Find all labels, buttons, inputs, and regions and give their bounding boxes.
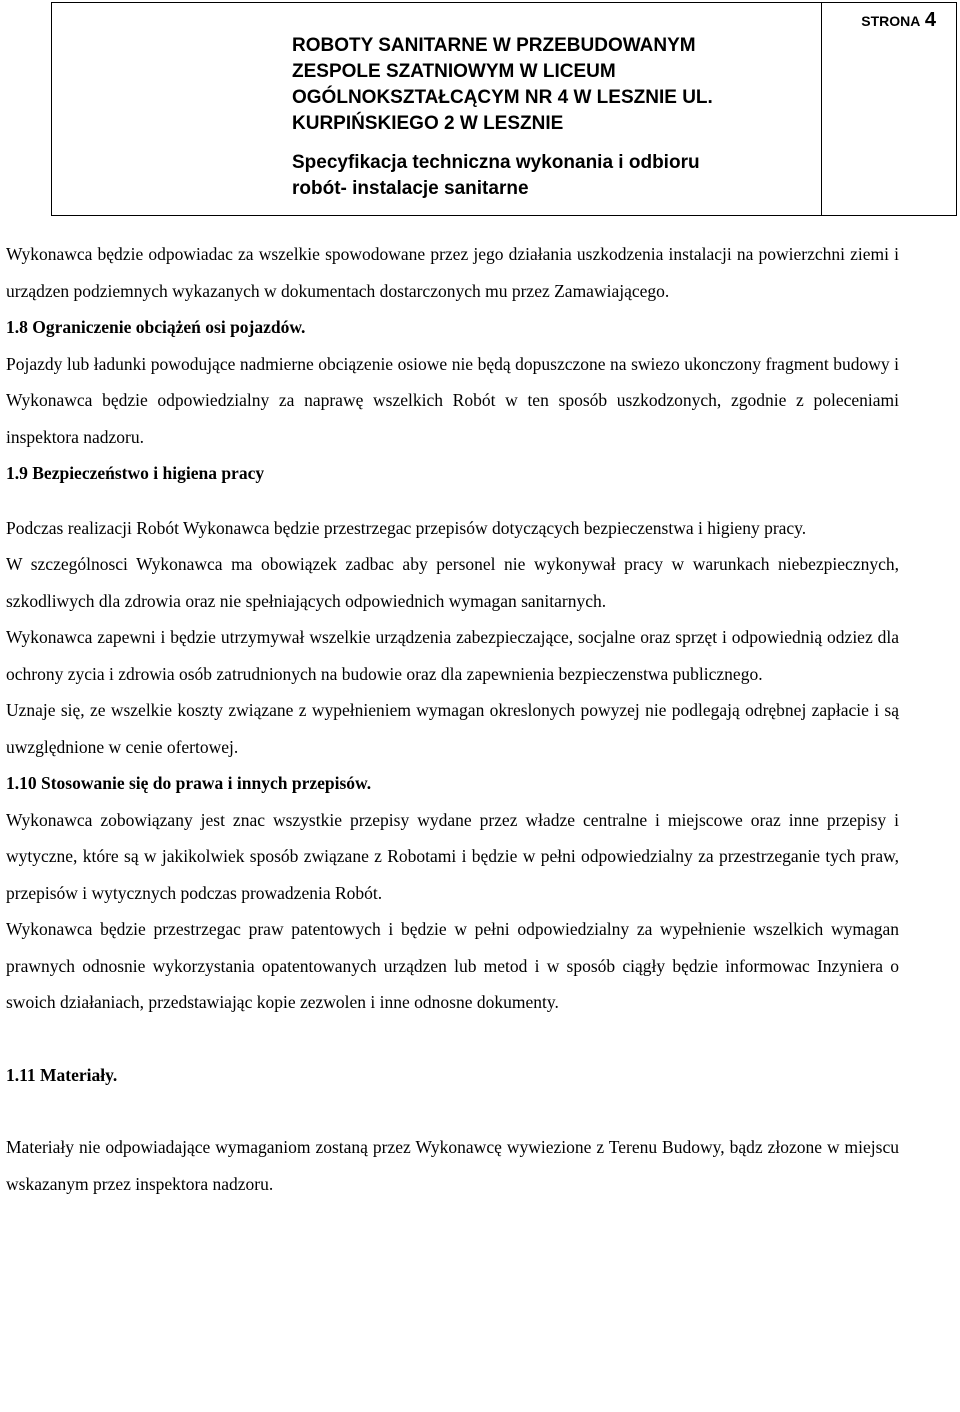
header-title-cell bbox=[52, 3, 822, 215]
paragraph-1-9-a: Podczas realizacji Robót Wykonawca będzie przestrzegac przepisów dotyczących bezpieczenstwa i higieny pracy. bbox=[6, 517, 807, 538]
section-heading-1-8: 1.8 Ograniczenie obciążeń osi pojazdów. bbox=[6, 317, 306, 337]
document-subtitle bbox=[292, 150, 812, 202]
page-label: STRONA bbox=[861, 13, 921, 29]
title-line: ZESPOLE SZATNIOWYM W LICEUM bbox=[292, 61, 616, 82]
title-line: ROBOTY SANITARNE W PRZEBUDOWANYM bbox=[292, 35, 696, 56]
paragraph-intro: Wykonawca będzie odpowiadac za wszelkie spowodowane przez jego działania uszkodzenia instalacji na powierzchni ziemi i urządzen podziemnych wykazanych w dokumentach dostarczonych mu przez Zamawiającego. bbox=[6, 244, 899, 301]
section-heading-1-11: 1.11 Materiały. bbox=[6, 1064, 118, 1085]
paragraph-1-10-a: Wykonawca zobowiązany jest znac wszystkie przepisy wydane przez władze centralne i miejscowe oraz inne przepisy i wytyczne, które są w jakikolwiek sposób związane z Robotami i będzie w pełni odpowiedzialny za przestrzeganie tych praw, przepisów i wytycznych podczas prowadzenia Robót. bbox=[6, 809, 899, 903]
paragraph-1-9-b: W szczególnosci Wykonawca ma obowiązek zadbac aby personel nie wykonywał pracy w warunkach niebezpiecznych, szkodliwych dla zdrowia oraz nie spełniających odpowiednich wymagan sanitarnych. bbox=[6, 554, 899, 611]
document-title bbox=[292, 33, 812, 137]
paragraph-1-8: Pojazdy lub ładunki powodujące nadmierne obciązenie osiowe nie będą dopuszczone na swiezo ukonczony fragment budowy i Wykonawca będzie odpowiedzialny za naprawę wszelkich Robót w ten sposób uszkodzonych, zgodnie z poleceniami inspektora nadzoru. bbox=[6, 353, 899, 447]
paragraph-1-9-c: Wykonawca zapewni i będzie utrzymywał wszelkie urządzenia zabezpieczające, socjalne oraz sprzęt i odpowiednią odziez dla ochrony zycia i zdrowia osób zatrudnionych na budowie oraz dla zapewnienia bezpieczenstwa publicznego. bbox=[6, 627, 899, 684]
spacer bbox=[6, 1021, 899, 1057]
subtitle-line: Specyfikacja techniczna wykonania i odbioru bbox=[292, 152, 700, 173]
document-header bbox=[51, 2, 957, 216]
title-line: KURPIŃSKIEGO 2 W LESZNIE bbox=[292, 113, 564, 134]
spacer bbox=[6, 1093, 899, 1129]
paragraph-1-9-d: Uznaje się, ze wszelkie koszty związane z wypełnieniem wymagan okreslonych powyzej nie podlegają odrębnej zapłacie i są uwzględnione w cenie ofertowej. bbox=[6, 700, 899, 757]
section-heading-1-9: 1.9 Bezpieczeństwo i higiena pracy bbox=[6, 463, 265, 483]
title-line: OGÓLNOKSZTAŁCĄCYM NR 4 W LESZNIE UL. bbox=[292, 87, 713, 108]
page-indicator bbox=[861, 9, 936, 32]
spacer bbox=[6, 492, 899, 510]
subtitle-line: robót- instalacje sanitarne bbox=[292, 178, 529, 199]
page-number: 4 bbox=[924, 9, 936, 31]
document-body bbox=[6, 236, 899, 1202]
paragraph-1-10-b: Wykonawca będzie przestrzegac praw patentowych i będzie w pełni odpowiedzialny za wypełnienie wszelkich wymagan prawnych odnosnie wykorzystania opatentowanych urządzen lub metod i w sposób ciągły będzie informowac Inzyniera o swoich działaniach, przedstawiając kopie zezwolen i inne odnosne dokumenty. bbox=[6, 919, 899, 1012]
paragraph-1-11: Materiały nie odpowiadające wymaganiom zostaną przez Wykonawcę wywiezione z Terenu Budowy, bądz złozone w miejscu wskazanym przez inspektora nadzoru. bbox=[6, 1137, 899, 1194]
section-heading-1-10: 1.10 Stosowanie się do prawa i innych przepisów. bbox=[6, 773, 372, 793]
